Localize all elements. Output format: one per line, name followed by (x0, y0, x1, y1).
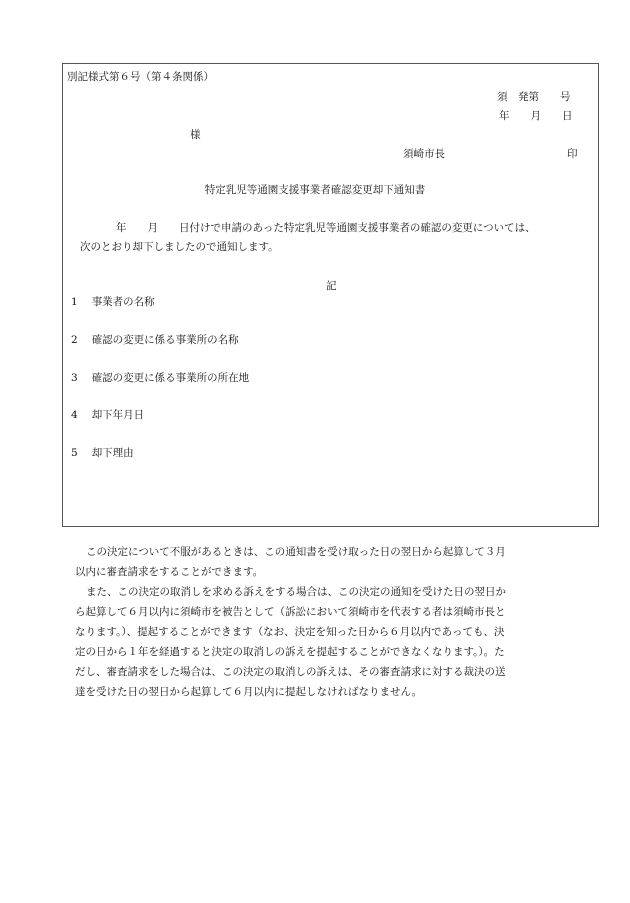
notice-line-4: ら起算して６月以内に須崎市を被告として（訴訟において須崎市を代表する者は須崎市長と (75, 606, 506, 618)
item-number: 2 (71, 334, 78, 346)
item-label: 確認の変更に係る事業所の所在地 (91, 372, 250, 384)
body-line-2: 次のとおり却下しましたので通知します。 (80, 241, 279, 253)
item-number: 1 (71, 296, 78, 308)
list-item-5 (71, 448, 134, 459)
notice-line-3: また、この決定の取消しを求める訴えをする場合は、この決定の通知を受けた日の翌日か (86, 586, 506, 598)
item-number: 5 (71, 447, 78, 459)
notice-line-1: この決定について不服があるときは、この通知書を受け取った日の翌日から起算して３月 (86, 546, 506, 558)
notice-line-8: 達を受けた日の翌日から起算して６月以内に提起しなければなりません。 (75, 686, 423, 698)
item-label: 却下年月日 (91, 409, 145, 421)
form-label: 別記様式第６号（第４条関係） (67, 71, 214, 83)
seal-mark: 印 (567, 148, 578, 160)
issuer-name: 須崎市長 (403, 148, 445, 160)
item-label: 却下理由 (91, 447, 134, 459)
document-date: 年 月 日 (499, 110, 573, 122)
item-label: 事業者の名称 (91, 296, 155, 308)
item-number: 3 (71, 372, 78, 384)
ki-heading: 記 (326, 280, 337, 292)
list-item-3 (71, 373, 249, 384)
document-number: 須 発第 号 (497, 91, 571, 103)
item-number: 4 (71, 409, 78, 421)
addressee-suffix: 様 (190, 129, 201, 141)
notice-line-2: 以内に審査請求をすることができます。 (75, 566, 264, 578)
form-frame (62, 63, 599, 527)
body-line-1: 年 月 日付けで申請のあった特定乳児等通園支援事業者の確認の変更については、 (116, 222, 536, 234)
document-title: 特定乳児等通園支援事業者確認変更却下通知書 (204, 184, 426, 196)
list-item-4 (71, 410, 144, 421)
list-item-1 (71, 297, 155, 308)
notice-line-5: なります。）、提起することができます（なお、決定を知った日から６月以内であっても、決 (75, 626, 505, 638)
item-label: 確認の変更に係る事業所の名称 (91, 334, 239, 346)
notice-line-7: だし、審査請求をした場合は、この決定の取消しの訴えは、その審査請求に対する裁決の送 (75, 666, 506, 678)
list-item-2 (71, 335, 239, 346)
notice-line-6: 定の日から１年を経過すると決定の取消しの訴えを提起することができなくなります。）。た (75, 646, 505, 658)
